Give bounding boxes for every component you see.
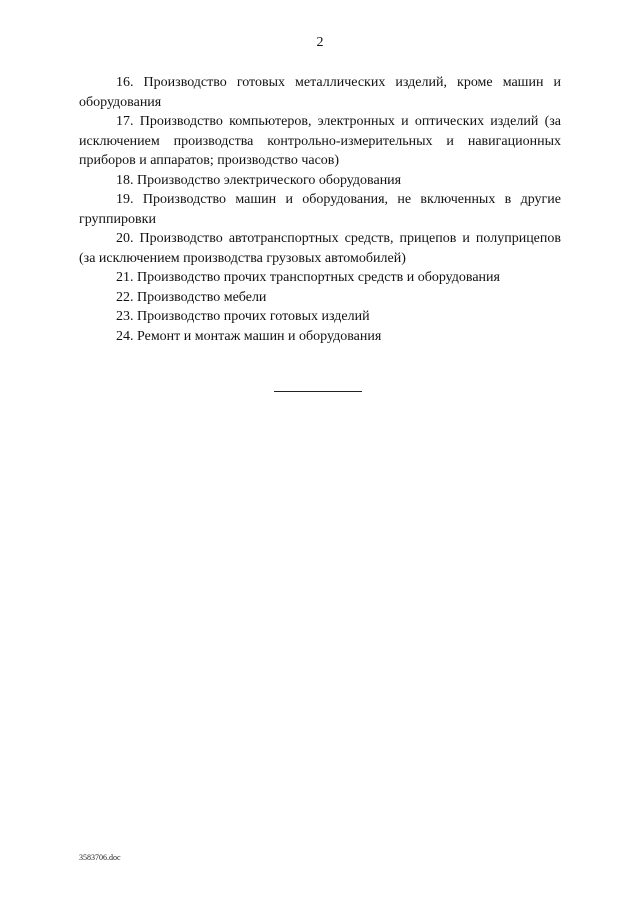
list-item: 24. Ремонт и монтаж машин и оборудования — [116, 328, 382, 344]
page-number: 2 — [316, 35, 324, 50]
list-item: 20. Производство автотранспортных средств, прицепов и полуприцепов (за исключением производства грузовых автомобилей) — [79, 231, 561, 266]
end-separator-line — [274, 391, 362, 392]
list-item: 16. Производство готовых металлических изделий, кроме машин и оборудования — [79, 75, 561, 110]
footer-filename: 3583706.doc — [79, 853, 121, 862]
list-item: 18. Производство электрического оборудования — [116, 172, 402, 188]
list-item: 21. Производство прочих транспортных средств и оборудования — [116, 270, 500, 285]
list-item: 22. Производство мебели — [116, 289, 267, 305]
list-item: 17. Производство компьютеров, электронных и оптических изделий (за исключением производства контрольно-измерительных и навигационных приборов и аппаратов; производство часов) — [79, 114, 561, 168]
list-item: 23. Производство прочих готовых изделий — [116, 309, 370, 324]
list-item: 19. Производство машин и оборудования, не включенных в другие группировки — [79, 192, 561, 227]
document-body — [79, 73, 561, 346]
